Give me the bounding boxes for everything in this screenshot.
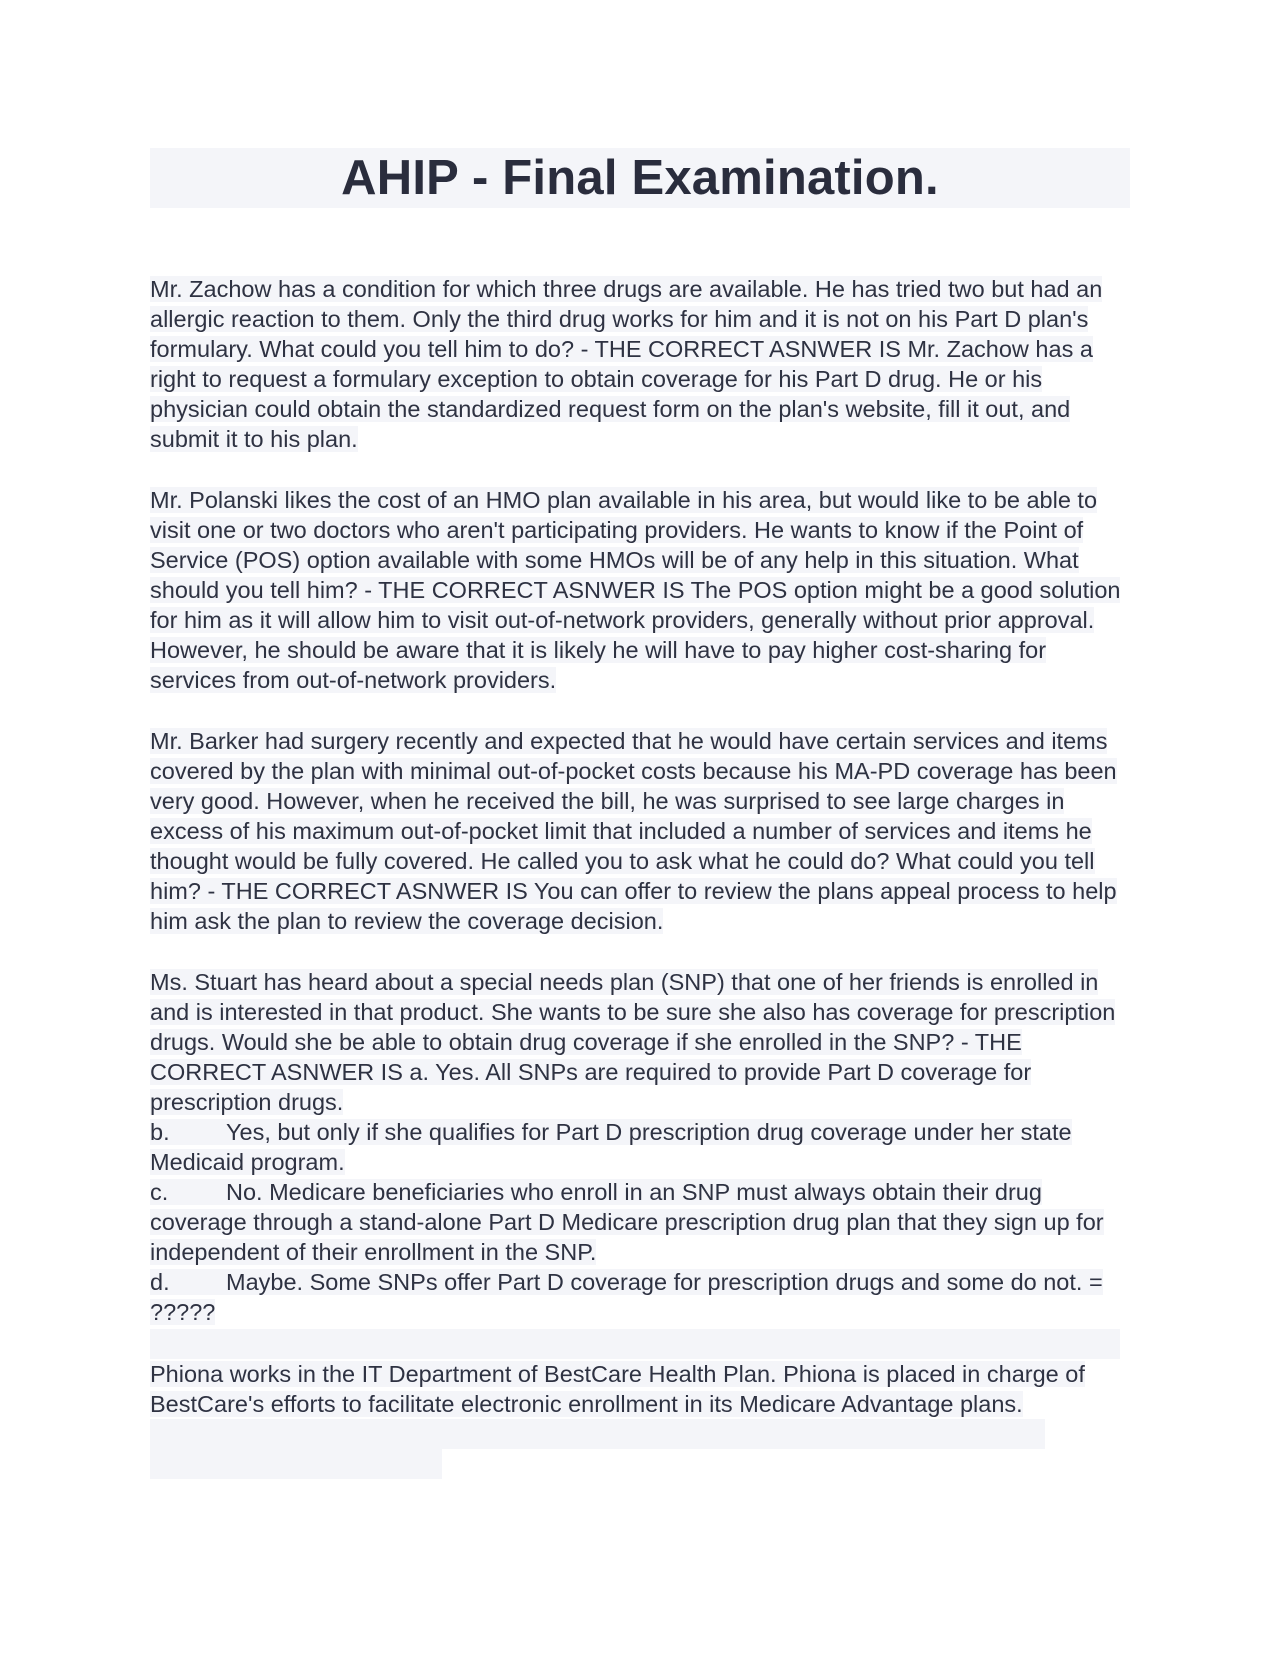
question-text: Mr. Zachow has a condition for which three drugs are available. He has tried two but had an allergic reaction to them. Only the third drug works for him and it is not on his Part D plan's formulary. What could you tell him to do? - THE CORRECT ASNWER IS Mr. Zachow has a right to request a formulary exception to obtain coverage for his Part D drug. He or his physician could obtain the standardized request form on the plan's website, fill it out, and submit it to his plan. [150,276,1103,452]
answer-option-d [150,1267,1130,1327]
option-text: Yes, but only if she qualifies for Part D prescription drug coverage under her state Medicaid program. [150,1119,1072,1175]
question-phiona [150,1359,1130,1419]
question-polanski [150,485,1130,695]
option-text: No. Medicare beneficiaries who enroll in an SNP must always obtain their drug coverage through a stand-alone Part D Medicare prescription drug plan that they sign up for independent of their enrollment in the SNP. [150,1179,1104,1265]
document-content [150,274,1130,1479]
title-band [150,148,1130,208]
question-text: Phiona works in the IT Department of BestCare Health Plan. Phiona is placed in charge of BestCare's efforts to facilitate electronic enrollment in its Medicare Advantage plans. [150,1361,1085,1417]
document-title: AHIP - Final Examination. [341,151,939,205]
question-text: Ms. Stuart has heard about a special needs plan (SNP) that one of her friends is enrolled in and is interested in that product. She wants to be sure she also has coverage for prescription drugs. Would she be able to obtain drug coverage if she enrolled in the SNP? - THE CORRECT ASNWER IS a. Yes. All SNPs are required to provide Part D coverage for prescription drugs. [150,969,1116,1115]
document-page [150,148,1130,1479]
question-stuart [150,967,1130,1117]
highlight-band [150,1449,442,1479]
option-letter: b. [150,1119,170,1145]
question-text: Mr. Barker had surgery recently and expected that he would have certain services and items covered by the plan with minimal out-of-pocket costs because his MA-PD coverage has been very good. However, when he received the bill, he was surprised to see large charges in excess of his maximum out-of-pocket limit that included a number of services and items he thought would be fully covered. He called you to ask what he could do? What could you tell him? - THE CORRECT ASNWER IS You can offer to review the plans appeal process to help him ask the plan to review the coverage decision. [150,728,1117,934]
question-zachow [150,274,1130,454]
question-text: Mr. Polanski likes the cost of an HMO plan available in his area, but would like to be able to visit one or two doctors who aren't participating providers. He wants to know if the Point of Service (POS) option available with some HMOs will be of any help in this situation. What should you tell him? - THE CORRECT ASNWER IS The POS option might be a good solution for him as it will allow him to visit out-of-network providers, generally without prior approval. However, he should be aware that it is likely he will have to pay higher cost-sharing for services from out-of-network providers. [150,487,1121,693]
answer-option-c [150,1177,1130,1267]
option-letter: c. [150,1179,169,1205]
highlight-band [150,1419,1045,1449]
question-barker [150,726,1130,936]
answer-options [150,1117,1130,1327]
answer-option-b [150,1117,1130,1177]
option-text: Maybe. Some SNPs offer Part D coverage for prescription drugs and some do not. = ????? [150,1269,1103,1325]
option-letter: d. [150,1269,170,1295]
highlight-band [150,1329,1120,1359]
